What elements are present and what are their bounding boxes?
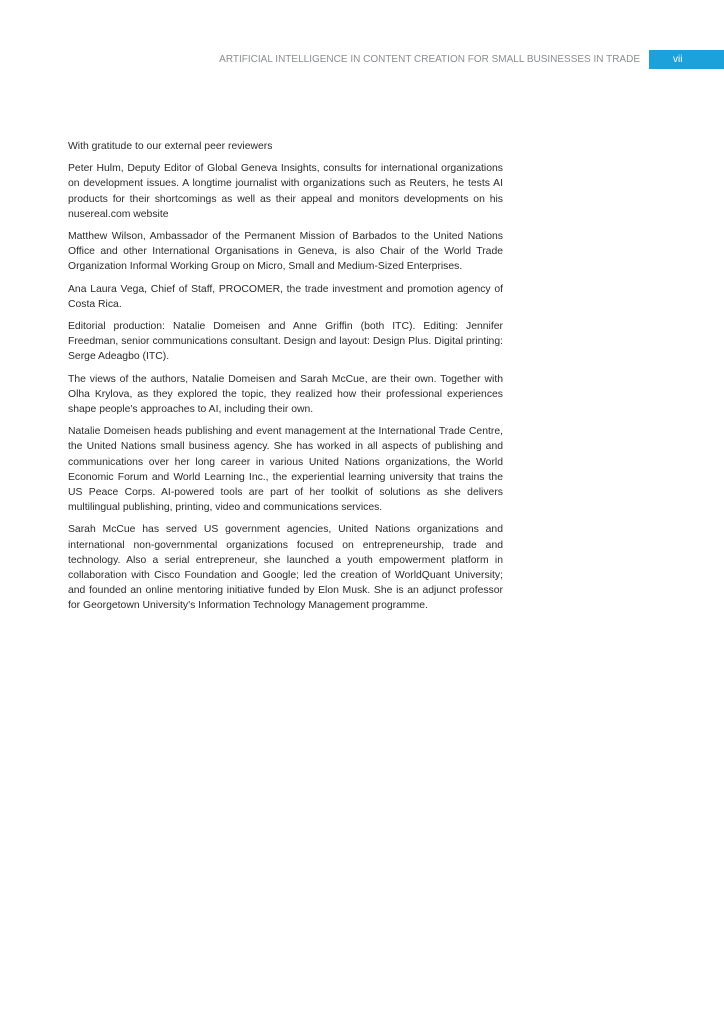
paragraph-authors-views: The views of the authors, Natalie Domeisen and Sarah McCue, are their own. Together with Olha Krylova, as they explored the topic, they realized how their professional experiences shape people's approaches to AI, including their own. [68, 373, 503, 416]
paragraph-natalie-domeisen: Natalie Domeisen heads publishing and event management at the International Trade Centre, the United Nations small business agency. She has worked in all aspects of publishing and communications over her long career in various United Nations organizations, the World Economic Forum and World Learning Inc., the experiential learning university that trains the US Peace Corps. AI-powered tools are part of her toolkit of solutions as she delivers multilingual publishing, printing, video and communications services. [68, 426, 503, 514]
paragraph-peter-hulm: Peter Hulm, Deputy Editor of Global Geneva Insights, consults for international organizations on development issues. A longtime journalist with organizations such as Reuters, he tests AI products for their shortcomings as well as their appeal and monitors developments on his nusereal.com website [68, 163, 503, 220]
page-number-tab: vii [649, 50, 724, 69]
paragraph-ana-laura-vega: Ana Laura Vega, Chief of Staff, PROCOMER, the trade investment and promotion agency of Costa Rica. [68, 283, 503, 310]
paragraph-matthew-wilson: Matthew Wilson, Ambassador of the Permanent Mission of Barbados to the United Nations Office and other International Organisations in Geneva, is also Chair of the World Trade Organization Informal Working Group on Micro, Small and Medium-Sized Enterprises. [68, 231, 503, 273]
paragraph-sarah-mccue: Sarah McCue has served US government agencies, United Nations organizations and international non-governmental organizations focused on entrepreneurship, trade and technology. Also a serial entrepreneur, she launched a youth empowerment platform in collaboration with Cisco Foundation and Google; led the creation of WorldQuant University; and founded an online mentoring initiative funded by Elon Musk. She is an adjunct professor for Georgetown University's Information Technology Management programme. [68, 524, 503, 612]
paragraph-editorial-production: Editorial production: Natalie Domeisen and Anne Griffin (both ITC). Editing: Jennifer Freedman, senior communications consultant. Design and layout: Design Plus. Digital printing: Serge Adeagbo (ITC). [68, 321, 503, 363]
running-header-title: ARTIFICIAL INTELLIGENCE IN CONTENT CREATION FOR SMALL BUSINESSES IN TRADE [219, 54, 640, 65]
acknowledgements-intro: With gratitude to our external peer reviewers [68, 141, 273, 152]
acknowledgements-section [68, 139, 503, 621]
